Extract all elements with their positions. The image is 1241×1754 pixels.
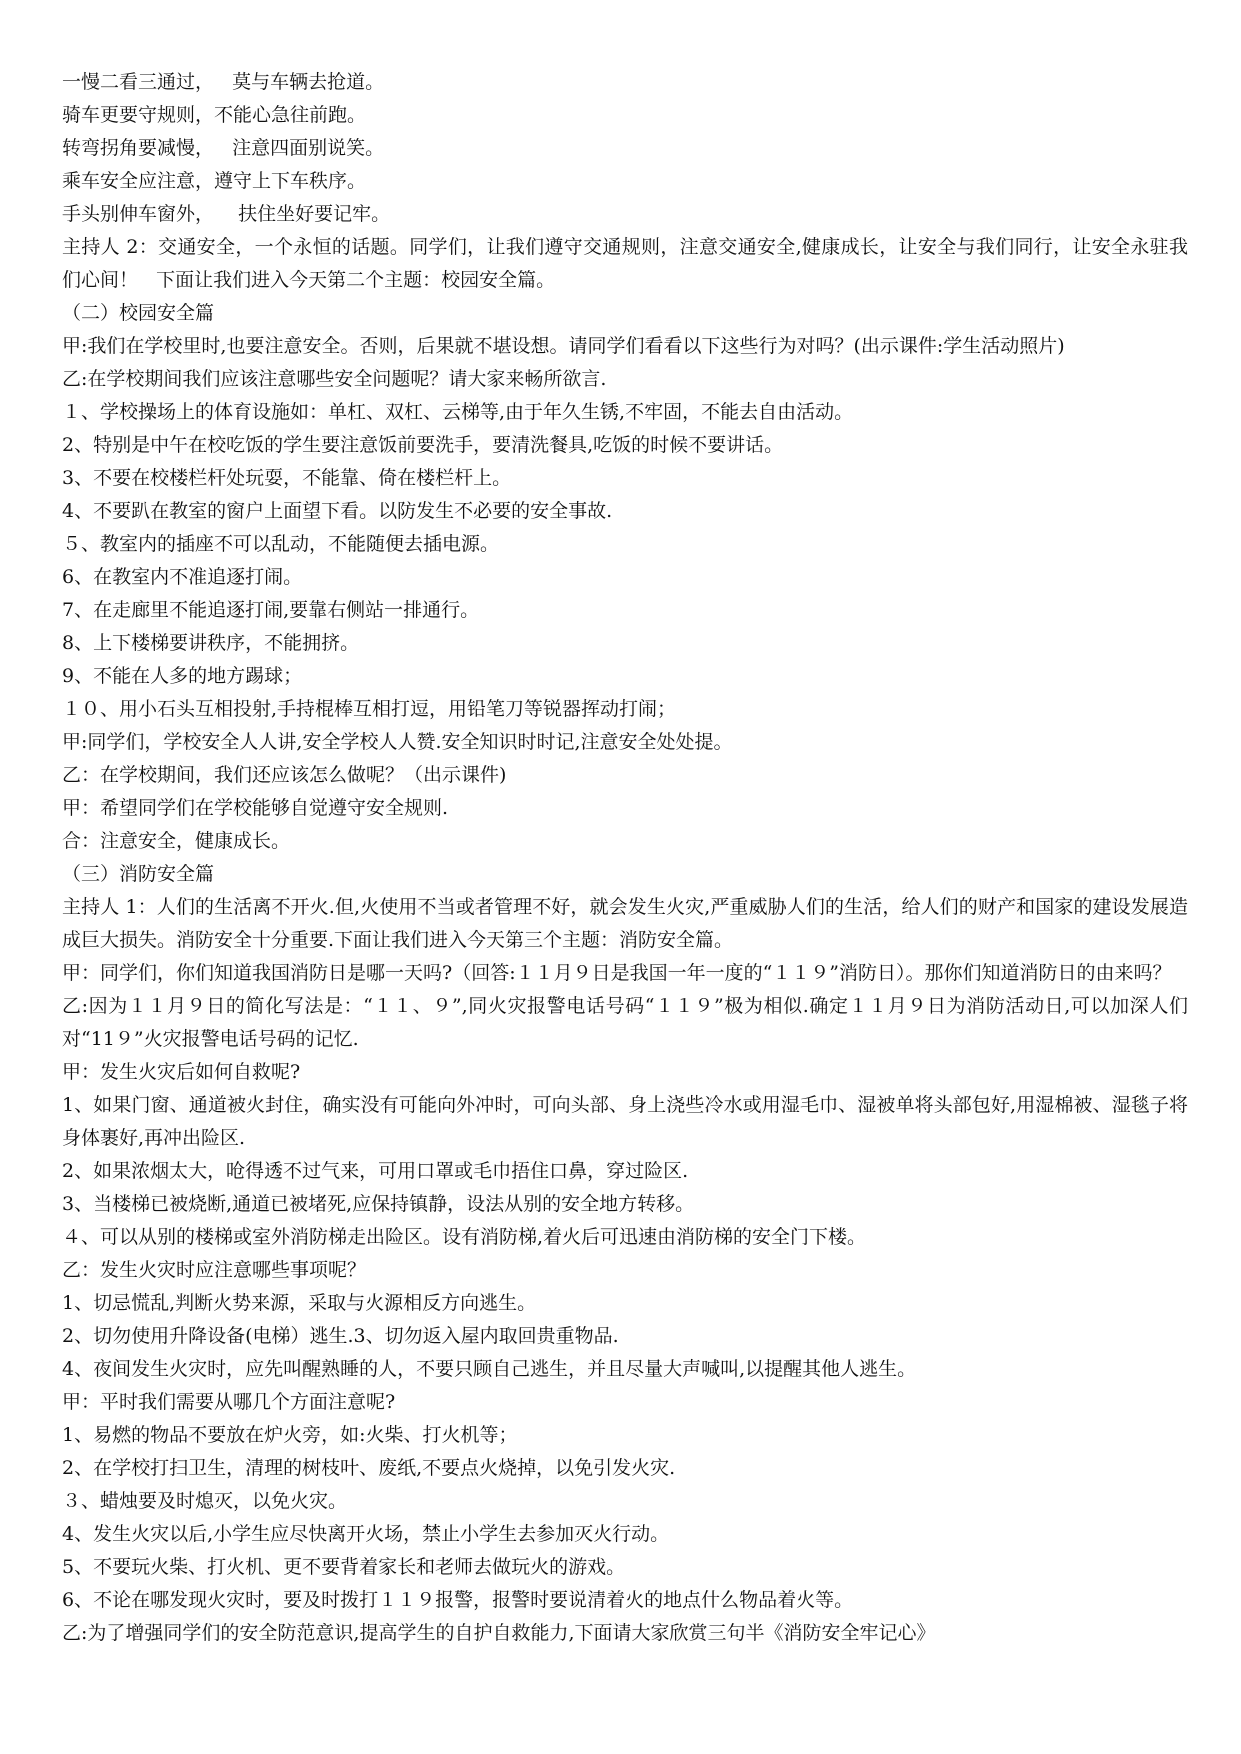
text-line: 乘车安全应注意，遵守上下车秩序。: [62, 170, 367, 192]
text-line: 乙：在学校期间，我们还应该怎么做呢？（出示课件): [62, 764, 507, 786]
text-line: 甲:同学们，学校安全人人讲,安全学校人人赞.安全知识时时记,注意安全处处提。: [62, 731, 733, 753]
text-paragraph: 主持人 2：交通安全，一个永恒的话题。同学们，让我们遵守交通规则，注意交通安全,健康成长，让安全与我们同行，让安全永驻我们心间！ 下面让我们进入今天第二个主题：校园安全篇。: [62, 236, 1188, 291]
list-item: 2、在学校打扫卫生，清理的树枝叶、废纸,不要点火烧掉，以免引发火灾.: [62, 1457, 676, 1479]
list-item: 1、切忌慌乱,判断火势来源，采取与火源相反方向逃生。: [62, 1292, 537, 1314]
text-paragraph: 甲:我们在学校里时,也要注意安全。否则，后果就不堪设想。请同学们看看以下这些行为对吗？(出示课件:学生活动照片): [62, 335, 1065, 357]
list-item: 6、在教室内不准追逐打闹。: [62, 566, 303, 588]
text-line: 转弯拐角要减慢， 注意四面别说笑。: [62, 137, 385, 159]
text-line: 甲：希望同学们在学校能够自觉遵守安全规则.: [62, 797, 449, 819]
section-heading: （二）校园安全篇: [62, 302, 215, 324]
list-item: １、学校操场上的体育设施如：单杠、双杠、云梯等,由于年久生锈,不牢固，不能去自由活动。: [62, 401, 854, 423]
text-line: 乙:为了增强同学们的安全防范意识,提高学生的自护自救能力,下面请大家欣赏三句半《消防安全牢记心》: [62, 1622, 936, 1644]
list-item: 3、当楼梯已被烧断,通道已被堵死,应保持镇静，设法从别的安全地方转移。: [62, 1193, 695, 1215]
text-line: 骑车更要守规则，不能心急往前跑。: [62, 104, 367, 126]
list-item: 1、如果门窗、通道被火封住，确实没有可能向外冲时，可向头部、身上浇些冷水或用湿毛巾、湿被单将头部包好,用湿棉被、湿毯子将身体裹好,再冲出险区.: [62, 1094, 1188, 1149]
list-item: ３、蜡烛要及时熄灭，以免火灾。: [62, 1490, 348, 1512]
list-item: 5、不要玩火柴、打火机、更不要背着家长和老师去做玩火的游戏。: [62, 1556, 626, 1578]
list-item: ５、教室内的插座不可以乱动，不能随便去插电源。: [62, 533, 500, 555]
section-heading: （三）消防安全篇: [62, 863, 215, 885]
text-line: 乙:在学校期间我们应该注意哪些安全问题呢？请大家来畅所欲言.: [62, 368, 607, 390]
text-line: 合：注意安全，健康成长。: [62, 830, 291, 852]
text-line: 甲：发生火灾后如何自救呢?: [62, 1061, 301, 1083]
list-item: 4、夜间发生火灾时，应先叫醒熟睡的人，不要只顾自己逃生，并且尽量大声喊叫,以提醒其他人逃生。: [62, 1358, 917, 1380]
list-item: 1、易燃的物品不要放在炉火旁，如:火柴、打火机等；: [62, 1424, 518, 1446]
list-item: 7、在走廊里不能追逐打闹,要靠右侧站一排通行。: [62, 599, 480, 621]
list-item: 2、如果浓烟太大，呛得透不过气来，可用口罩或毛巾捂住口鼻，穿过险区.: [62, 1160, 689, 1182]
list-item: 2、切勿使用升降设备(电梯）逃生.3、切勿返入屋内取回贵重物品.: [62, 1325, 619, 1347]
list-item: 3、不要在校楼栏杆处玩耍，不能靠、倚在楼栏杆上。: [62, 467, 512, 489]
list-item: 6、不论在哪发现火灾时，要及时拨打１１９报警，报警时要说清着火的地点什么物品着火等。: [62, 1589, 854, 1611]
document-body: [62, 66, 1188, 1650]
list-item: ４、可以从别的楼梯或室外消防梯走出险区。设有消防梯,着火后可迅速由消防梯的安全门下楼。: [62, 1226, 867, 1248]
list-item: 9、不能在人多的地方踢球；: [62, 665, 303, 687]
text-line: 乙：发生火灾时应注意哪些事项呢？: [62, 1259, 367, 1281]
list-item: 8、上下楼梯要讲秩序，不能拥挤。: [62, 632, 360, 654]
text-paragraph: 甲：同学们，你们知道我国消防日是哪一天吗?（回答:１１月９日是我国一年一度的“１１９”消防日）。那你们知道消防日的由来吗？: [62, 962, 1172, 984]
list-item: １０、用小石头互相投射,手持棍棒互相打逗，用铅笔刀等锐器挥动打闹；: [62, 698, 677, 720]
text-paragraph: 主持人 1：人们的生活离不开火.但,火使用不当或者管理不好，就会发生火灾,严重威胁人们的生活，给人们的财产和国家的建设发展造成巨大损失。消防安全十分重要.下面让我们进入今天第三个主题：消防安全篇。: [62, 896, 1188, 951]
list-item: 4、不要趴在教室的窗户上面望下看。以防发生不必要的安全事故.: [62, 500, 613, 522]
list-item: 4、发生火灾以后,小学生应尽快离开火场，禁止小学生去参加灭火行动。: [62, 1523, 670, 1545]
text-line: 手头别伸车窗外， 扶住坐好要记牢。: [62, 203, 391, 225]
list-item: 2、特别是中午在校吃饭的学生要注意饭前要洗手，要清洗餐具,吃饭的时候不要讲话。: [62, 434, 784, 456]
text-paragraph: 乙:因为１１月９日的简化写法是：“１１、９”,同火灾报警电话号码“１１９”极为相似.确定１１月９日为消防活动日,可以加深人们对“11９”火灾报警电话号码的记忆.: [62, 995, 1188, 1050]
text-line: 一慢二看三通过， 莫与车辆去抢道。: [62, 71, 385, 93]
text-line: 甲：平时我们需要从哪几个方面注意呢?: [62, 1391, 396, 1413]
